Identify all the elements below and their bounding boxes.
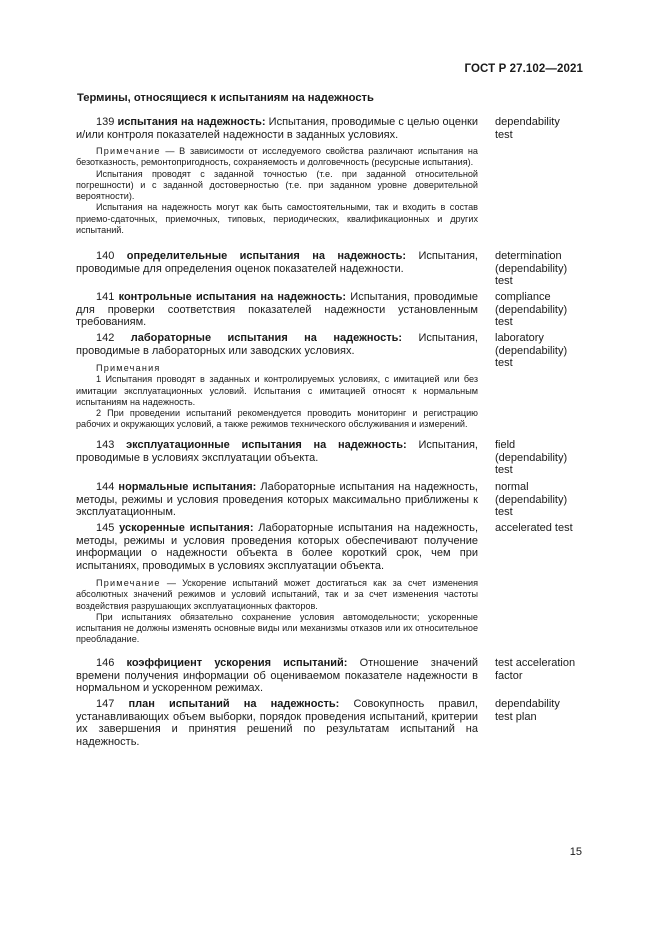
note-139: Примечание — В зависимости от исследуемого свойства различают испытания на безотказность, ремонтопригодность, сохраняемость и долговечность (ресурсные испытания). Испытания проводят с заданной точностью (т.е. при заданной относительной погрешности) и с заданной достоверностью (т.е. при заданном уровне доверительной вероятности). Испытания на надежность могут как быть самостоятельными, так и входить в состав приемо-сдаточных, приемочных, типовых, периодических, квалификационных и других испытаний. [76, 146, 478, 236]
term-entry-140: 140 определительные испытания на надежность: Испытания, проводимые для определения оценок показателей надежности. determination (dependability) test [76, 250, 580, 275]
english-equivalent: dependability test [495, 116, 560, 141]
term-name: ускоренные испытания: [119, 522, 254, 534]
term-definition: Испытания, проводимые с целью оценки и/или контроля показателей надежности в заданных условиях. [76, 116, 478, 141]
term-entry-144: 144 нормальные испытания: Лабораторные испытания на надежность, методы, режимы и условия проведения которых максимально приближены к эксплуатационным. normal (dependability) test [76, 481, 580, 519]
term-entry-143: 143 эксплуатационные испытания на надежность: Испытания, проводимые в условиях эксплуатации объекта. field (dependability) test [76, 439, 580, 464]
term-entry-147: 147 план испытаний на надежность: Совокупность правил, устанавливающих объем выборки, порядок проведения испытаний, критерии их завершения и принятия решений по результатам испытаний на надежность. dependability test plan [76, 698, 580, 748]
note-142: Примечания 1 Испытания проводят в заданных и контролируемых условиях, с имитацией или без имитации эксплуатационных условий. Испытания с имитацией относят к нормальным испытаниям на надежность. 2 При проведении испытаний рекомендуется проводить мониторинг и регистрацию рабочих и окружающих условий, а также режимов технического обслуживания и измерений. [76, 363, 478, 430]
term-number: 139 [96, 116, 115, 128]
english-equivalent: field (dependability) test [495, 439, 568, 477]
term-name: лабораторные испытания на надежность: [130, 332, 403, 344]
note-label: Примечание [96, 146, 161, 156]
term-name: план испытаний на надежность: [128, 698, 340, 710]
section-title: Термины, относящиеся к испытаниям на надежность [77, 92, 374, 104]
english-equivalent: normal (dependability) test [495, 481, 568, 519]
term-name: нормальные испытания: [118, 481, 257, 493]
note-label: Примечание [96, 578, 161, 588]
term-name: испытания на надежность: [117, 116, 266, 128]
page-number: 15 [569, 846, 582, 858]
english-equivalent: dependability test plan [495, 698, 560, 723]
english-equivalent: compliance (dependability) test [495, 291, 568, 329]
term-name: эксплуатационные испытания на надежность: [126, 439, 407, 451]
note-label: Примечания [96, 363, 161, 373]
note-145: Примечание — Ускорение испытаний может достигаться как за счет изменения абсолютных значений режимов и условий испытаний, так и за счет изменения частоты воздействия разрушающих эксплуатационных факторов. При испытаниях обязательно сохранение условия автомодельности; ускоренные испытания не должны изменять основные виды или механизмы отказов или их относительное преобладание. [76, 578, 478, 645]
english-equivalent: test acceleration factor [495, 657, 576, 682]
term-entry-145: 145 ускоренные испытания: Лабораторные испытания на надежность, методы, режимы и условия проведения которых обеспечивают получение информации о надежности объекта в более короткий срок, чем при испытаниях, проводимых в условиях эксплуатации объекта. accelerated test [76, 522, 580, 572]
standard-header: ГОСТ Р 27.102—2021 [464, 63, 583, 75]
english-equivalent: accelerated test [495, 522, 573, 534]
term-entry-142: 142 лабораторные испытания на надежность: Испытания, проводимые в лабораторных или заводских условиях. laboratory (dependability) test [76, 332, 580, 357]
term-entry-141: 141 контрольные испытания на надежность: Испытания, проводимые для проверки соответствия показателей надежности установленным требованиям. compliance (dependability) test [76, 291, 580, 329]
english-equivalent: determination (dependability) test [495, 250, 568, 288]
term-entry-139 [76, 116, 580, 141]
term-name: контрольные испытания на надежность: [118, 291, 347, 303]
term-name: коэффициент ускорения испытаний: [126, 657, 348, 669]
term-name: определительные испытания на надежность: [126, 250, 407, 262]
term-entry-146: 146 коэффициент ускорения испытаний: Отношение значений времени получения информации об оцениваемом показателе надежности в нормальном и ускоренном режимах. test acceleration factor [76, 657, 580, 695]
english-equivalent: laboratory (dependability) test [495, 332, 568, 370]
